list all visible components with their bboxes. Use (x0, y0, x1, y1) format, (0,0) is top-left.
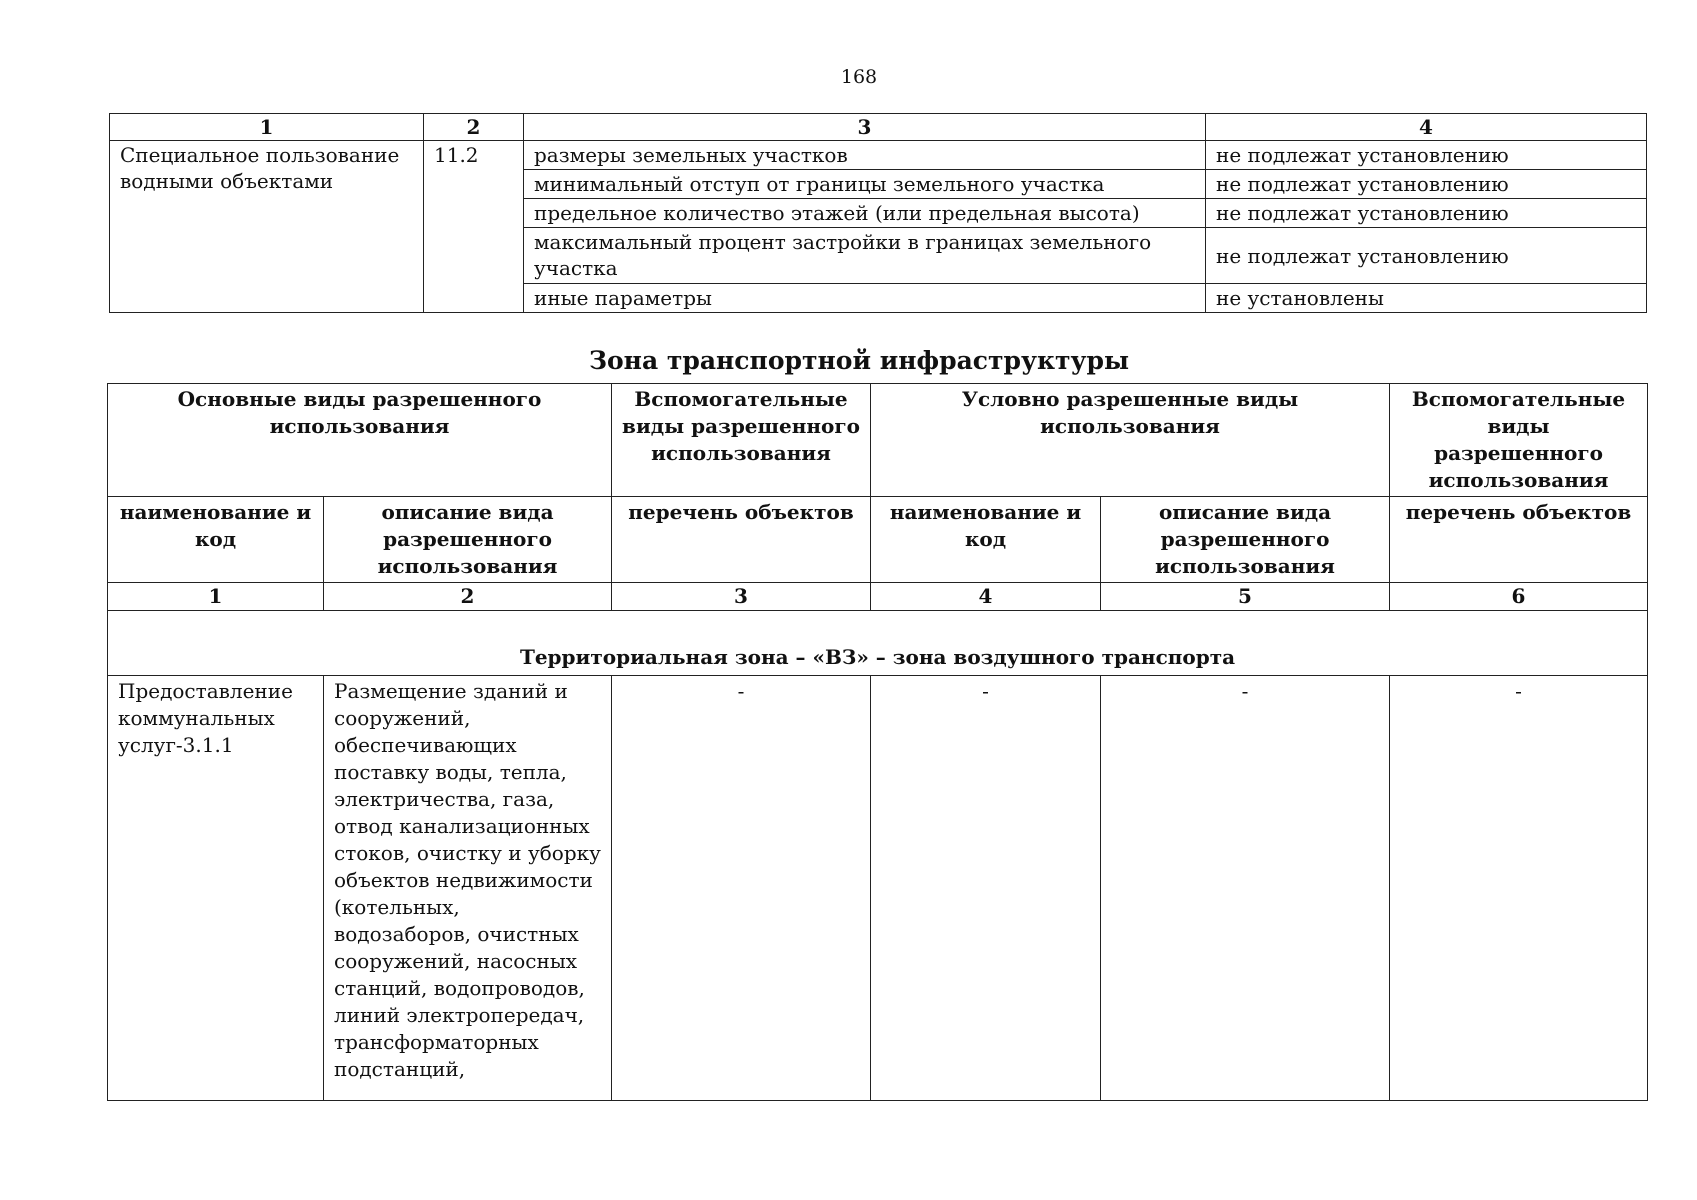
column-number: 6 (1390, 583, 1648, 611)
group-header-conditional: Условно разрешенные виды использования (871, 384, 1390, 497)
group-header-aux2: Вспомогательные виды разрешенного использования (1390, 384, 1648, 497)
conditional-name-cell: - (871, 676, 1101, 1101)
param-cell: максимальный процент застройки в границах земельного участка (524, 228, 1206, 284)
column-number: 1 (110, 114, 424, 141)
column-number-row (108, 583, 1648, 611)
page-number: 168 (840, 66, 878, 88)
column-number: 4 (1206, 114, 1647, 141)
objects-cell: - (1390, 676, 1648, 1101)
column-number-row (110, 114, 1647, 141)
param-cell: предельное количество этажей (или предельная высота) (524, 199, 1206, 228)
value-cell: не подлежат установлению (1206, 141, 1647, 170)
value-cell: не подлежат установлению (1206, 199, 1647, 228)
code-cell: 11.2 (424, 141, 524, 313)
conditional-description-cell: - (1101, 676, 1390, 1101)
sub-header-description: описание вида разрешенного использования (324, 497, 612, 583)
column-number: 3 (524, 114, 1206, 141)
territorial-zone-title: Территориальная зона – «ВЗ» – зона воздушного транспорта (108, 611, 1648, 676)
param-cell: минимальный отступ от границы земельного участка (524, 170, 1206, 199)
column-number: 2 (324, 583, 612, 611)
zone-title: Зона транспортной инфраструктуры (588, 346, 1130, 375)
value-cell: не подлежат установлению (1206, 170, 1647, 199)
parameters-table (109, 113, 1647, 313)
use-name-cell: Специальное пользование водными объектами (110, 141, 424, 313)
table-row (110, 141, 1647, 170)
objects-cell: - (612, 676, 871, 1101)
zone-uses-table (107, 383, 1648, 1101)
sub-header-name-code: наименование и код (871, 497, 1101, 583)
table-row (108, 676, 1648, 1101)
sub-header-row (108, 497, 1648, 583)
value-cell: не подлежат установлению (1206, 228, 1647, 284)
column-number: 3 (612, 583, 871, 611)
group-header-row (108, 384, 1648, 497)
value-cell: не установлены (1206, 284, 1647, 313)
param-cell: иные параметры (524, 284, 1206, 313)
use-description-cell: Размещение зданий и сооружений, обеспечивающих поставку воды, тепла, электричества, газа, отвод канализационных стоков, очистку и уборку объектов недвижимости (котельных, водозаборов, очистных сооружений, насосных станций, водопроводов, линий электропередач, трансформаторных подстанций, (324, 676, 612, 1101)
sub-header-name-code: наименование и код (108, 497, 324, 583)
param-cell: размеры земельных участков (524, 141, 1206, 170)
group-header-basic: Основные виды разрешенного использования (108, 384, 612, 497)
use-name-cell: Предоставление коммунальных услуг-3.1.1 (108, 676, 324, 1101)
sub-header-objects: перечень объектов (612, 497, 871, 583)
column-number: 5 (1101, 583, 1390, 611)
column-number: 2 (424, 114, 524, 141)
sub-header-description: описание вида разрешенного использования (1101, 497, 1390, 583)
column-number: 4 (871, 583, 1101, 611)
territorial-zone-row (108, 611, 1648, 676)
sub-header-objects: перечень объектов (1390, 497, 1648, 583)
group-header-aux1: Вспомогательные виды разрешенного использования (612, 384, 871, 497)
column-number: 1 (108, 583, 324, 611)
